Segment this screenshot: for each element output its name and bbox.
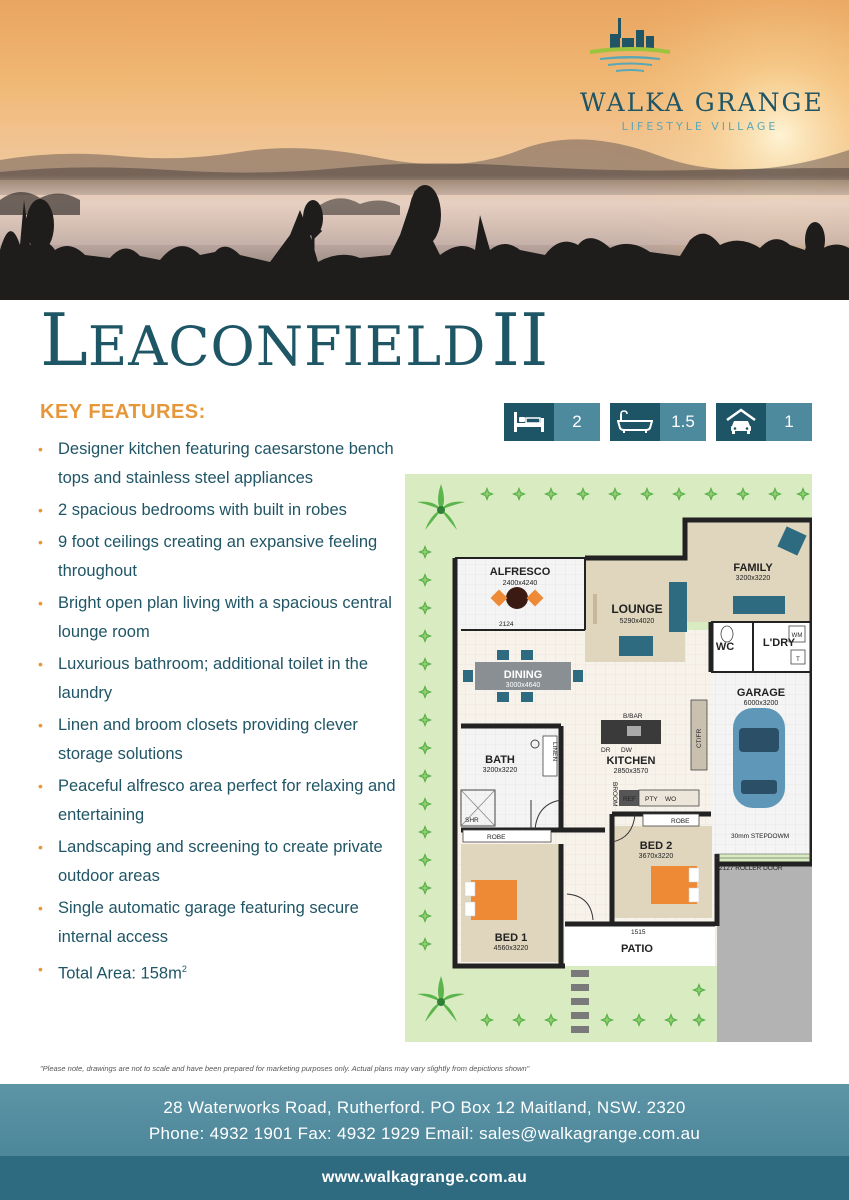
disclaimer-text: "Please note, drawings are not to scale and have been prepared for marketing purposes only. Actual plans may vary slightly from depictions shown": [40, 1064, 530, 1073]
label-ref: REF: [623, 796, 636, 803]
label-stepdown: 30mm STEPDOWM: [731, 833, 790, 840]
feature-item: • Luxurious bathroom; additional toilet in the laundry: [38, 650, 398, 708]
footer: [0, 1084, 849, 1200]
room-lounge: LOUNGE: [611, 602, 663, 616]
label-broom: BROOM: [611, 782, 618, 807]
label-pty: PTY: [645, 796, 658, 803]
feature-item: • Peaceful alfresco area perfect for relaxing and entertaining: [38, 772, 398, 830]
logo-mark-icon: [580, 14, 680, 84]
bathrooms-count: 1.5: [660, 403, 706, 441]
room-garage: GARAGE: [736, 687, 786, 699]
feature-item: • Landscaping and screening to create private outdoor areas: [38, 833, 398, 891]
key-features-heading: KEY FEATURES:: [40, 401, 206, 423]
room-alfresco-dims: 2400x4240: [502, 580, 538, 587]
total-area-superscript: 2: [181, 964, 187, 974]
room-garage-dims: 6000x3200: [743, 700, 779, 707]
laundry-t: T: [796, 657, 800, 663]
room-bath: BATH: [485, 754, 515, 766]
label-ct-fr: CT/FR: [696, 728, 703, 748]
room-alfresco: ALFRESCO: [489, 566, 551, 578]
walka-grange-logo: [580, 14, 824, 133]
laundry-wm: WM: [791, 633, 803, 639]
label-dr: DR: [601, 747, 611, 754]
feature-item: • Bright open plan living with a spacious central lounge room: [38, 589, 398, 647]
room-dining-dims: 3000x4640: [505, 682, 541, 689]
brand-name: WALKA GRANGE: [580, 88, 824, 117]
bedrooms-count: 2: [554, 403, 600, 441]
room-dining: DINING: [503, 669, 543, 681]
feature-item: • Designer kitchen featuring caesarstone bench tops and stainless steel appliances: [38, 435, 398, 493]
room-kitchen-dims: 2850x3570: [613, 768, 649, 775]
feature-item: • Linen and broom closets providing clever storage solutions: [38, 711, 398, 769]
label-linen: LINEN: [551, 742, 558, 762]
room-family-dims: 3200x3220: [735, 575, 771, 582]
label-wo: WO: [665, 796, 677, 803]
room-family: FAMILY: [733, 562, 773, 574]
label-alfresco-width: 2124: [499, 621, 514, 628]
bedrooms-badge: [504, 403, 600, 441]
hero-image: [0, 0, 849, 300]
room-bed-1: BED 1: [494, 932, 528, 944]
room-wc: WC: [715, 641, 735, 653]
bathrooms-badge: [610, 403, 706, 441]
label-patio-width: 1515: [631, 929, 646, 936]
footer-contact: Phone: 4932 1901 Fax: 4932 1929 Email: sales@walkagrange.com.au: [148, 1124, 701, 1143]
title-suffix: II: [491, 298, 549, 382]
feature-item: • Single automatic garage featuring secure internal access: [38, 894, 398, 952]
feature-item-total-area: [38, 955, 398, 989]
key-features-list: [38, 435, 398, 992]
room-laundry: L'DRY: [762, 637, 796, 649]
label-dw: DW: [621, 747, 632, 754]
bed-icon: [504, 403, 554, 441]
page-title: [40, 298, 549, 382]
label-roller-door: 2127 ROLLER DOOR: [719, 865, 783, 872]
brand-tagline: LIFESTYLE VILLAGE: [621, 120, 779, 133]
bathtub-icon: [610, 403, 660, 441]
room-lounge-dims: 5290x4020: [619, 618, 655, 625]
feature-item: • 2 spacious bedrooms with built in robes: [38, 496, 398, 525]
room-bath-dims: 3200x3220: [482, 767, 518, 774]
room-bed-1-dims: 4560x3220: [493, 945, 529, 952]
label-robe-bed2: ROBE: [671, 818, 690, 825]
title-initial: L: [40, 298, 88, 382]
label-b-bar: B/BAR: [623, 713, 643, 720]
title-rest: EACONFIELD: [87, 315, 487, 378]
room-bed-2-dims: 3670x3220: [638, 853, 674, 860]
feature-item: • 9 foot ceilings creating an expansive feeling throughout: [38, 528, 398, 586]
footer-address: 28 Waterworks Road, Rutherford. PO Box 12 Maitland, NSW. 2320: [163, 1098, 686, 1117]
garage-car-icon: [716, 403, 766, 441]
garage-count: 1: [766, 403, 812, 441]
room-kitchen: KITCHEN: [606, 755, 656, 767]
garage-badge: [716, 403, 812, 441]
floor-plan: [405, 474, 812, 1042]
room-patio: PATIO: [621, 943, 653, 955]
room-bed-2: BED 2: [639, 840, 673, 852]
total-area-text: Total Area: 158m: [58, 964, 182, 983]
label-robe-bath: ROBE: [487, 834, 506, 841]
label-shr: SHR: [465, 817, 479, 824]
footer-website-link[interactable]: www.walkagrange.com.au: [0, 1156, 849, 1200]
